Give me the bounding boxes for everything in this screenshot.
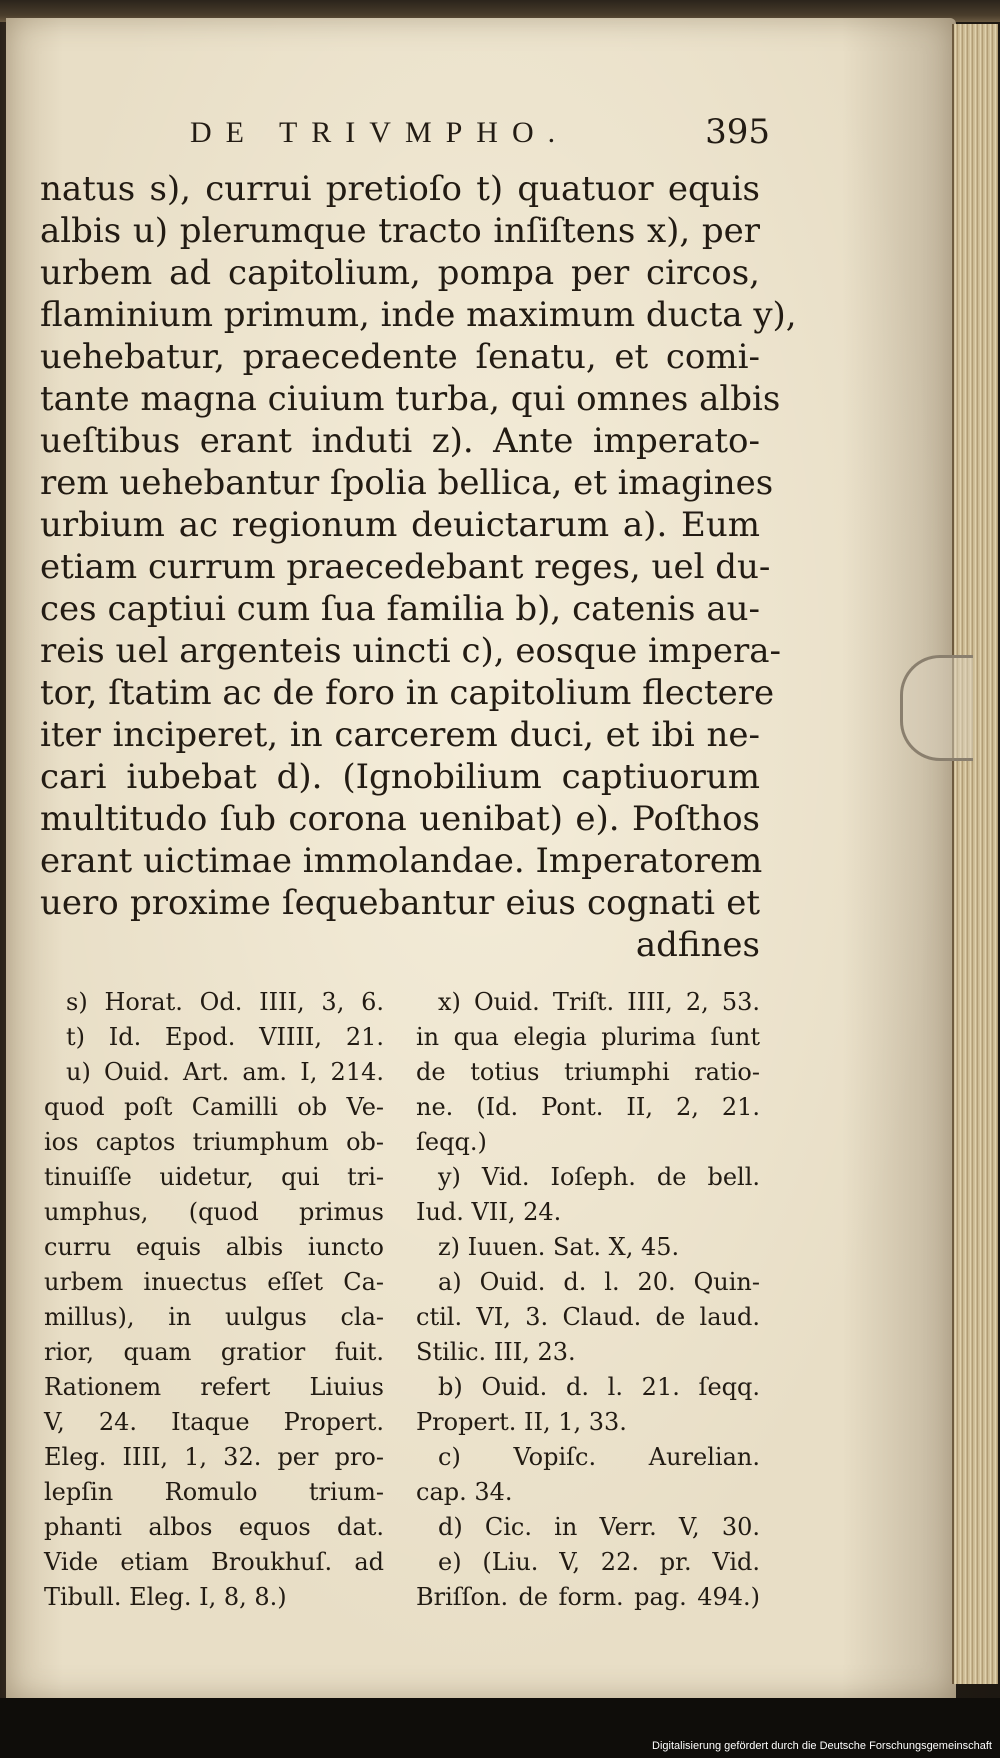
digitization-credit: Digitalisierung gefördert durch die Deutsche Forschungsgemeinschaft — [652, 1740, 992, 1752]
footnote-line: x) Ouid. Triſt. IIII, 2, 53. — [438, 988, 760, 1016]
page-edges — [952, 24, 998, 1684]
footnote-line: a) Ouid. d. l. 20. Quin- — [438, 1268, 760, 1296]
footnote-line: phanti albos equos dat. — [44, 1513, 384, 1541]
footnote-line: e) (Liu. V, 22. pr. Vid. — [438, 1548, 760, 1576]
text-line: cari iubebat d). (Ignobilium captiuorum — [40, 757, 760, 797]
footnote-line: Stilic. III, 23. — [416, 1338, 576, 1366]
footnote-line: Rationem refert Liuius — [44, 1373, 384, 1401]
footnote-line: rior, quam gratior fuit. — [44, 1338, 384, 1366]
text-line: iter inciperet, in carcerem duci, et ibi ne- — [40, 715, 760, 755]
text-line: uero proxime ſequebantur eius cognati et — [40, 883, 760, 923]
page-clip — [900, 655, 973, 761]
footnote-line: d) Cic. in Verr. V, 30. — [438, 1513, 760, 1541]
footnote-line: ctil. VI, 3. Claud. de laud. — [416, 1303, 760, 1331]
footnote-line: millus), in uulgus cla- — [44, 1303, 384, 1331]
footnote-line: lepſin Romulo trium- — [44, 1478, 384, 1506]
text-line: urbem ad capitolium, pompa per circos, — [40, 253, 760, 293]
footnote-line: in qua elegia plurima ſunt — [416, 1023, 760, 1051]
footnote-line: V, 24. Itaque Propert. — [44, 1408, 384, 1436]
footnote-line: Propert. II, 1, 33. — [416, 1408, 627, 1436]
footnotes-left-column — [44, 985, 384, 1615]
text-line: ueſtibus erant induti z). Ante imperato- — [40, 421, 760, 461]
text-line: etiam currum praecedebant reges, uel du- — [40, 547, 771, 587]
running-title: DE TRIVMPHO. — [190, 116, 570, 149]
footnote-line: b) Ouid. d. l. 21. ſeqq. — [438, 1373, 760, 1401]
footnote-line: u) Ouid. Art. am. I, 214. — [66, 1058, 384, 1086]
page-header — [40, 112, 770, 162]
page-number: 395 — [705, 112, 770, 152]
text-line: reis uel argenteis uincti c), eosque impera- — [40, 631, 782, 671]
footnote-line: Iud. VII, 24. — [416, 1198, 562, 1226]
text-line: urbium ac regionum deuictarum a). Eum — [40, 505, 760, 545]
footnote-line: Eleg. IIII, 1, 32. per pro- — [44, 1443, 384, 1471]
footnote-line: tinuiſſe uidetur, qui tri- — [44, 1163, 384, 1191]
footnote-line: t) Id. Epod. VIIII, 21. — [66, 1023, 384, 1051]
footnotes-right-column — [416, 985, 760, 1615]
text-line: erant uictimae immolandae. Imperatorem — [40, 841, 763, 881]
catchword: adfines — [635, 925, 760, 965]
footnote-line: s) Horat. Od. IIII, 3, 6. — [66, 988, 384, 1016]
footnote-line: Vide etiam Broukhuſ. ad — [44, 1548, 384, 1576]
footnote-line: cap. 34. — [416, 1478, 513, 1506]
text-line: uehebatur, praecedente ſenatu, et comi- — [40, 337, 760, 377]
footnote-line: Tibull. Eleg. I, 8, 8.) — [44, 1583, 287, 1611]
text-line: rem uehebantur ſpolia bellica, et imagines — [40, 463, 774, 503]
text-line: tor, ſtatim ac de foro in capitolium flectere — [40, 673, 775, 713]
footnote-line: Briſſon. de form. pag. 494.) — [416, 1583, 760, 1611]
footnote-line: de totius triumphi ratio- — [416, 1058, 760, 1086]
text-line: albis u) plerumque tracto inſiſtens x), per — [40, 211, 760, 251]
footnote-line: ios captos triumphum ob- — [44, 1128, 384, 1156]
footnote-line: y) Vid. Ioſeph. de bell. — [438, 1163, 760, 1191]
footnote-line: ſeqq.) — [416, 1128, 487, 1156]
footnote-line: quod poſt Camilli ob Ve- — [44, 1093, 384, 1121]
text-line: tante magna ciuium turba, qui omnes albis — [40, 379, 781, 419]
text-line: ces captiui cum ſua familia b), catenis au- — [40, 589, 760, 629]
footnote-line: ne. (Id. Pont. II, 2, 21. — [416, 1093, 760, 1121]
text-line: natus s), currui pretioſo t) quatuor equis — [40, 169, 760, 209]
main-text — [40, 168, 797, 966]
footnote-line: z) Iuuen. Sat. X, 45. — [438, 1233, 680, 1261]
text-line: multitudo ſub corona uenibat) e). Poſthos — [40, 799, 760, 839]
text-line: flaminium primum, inde maximum ducta y), — [40, 295, 797, 335]
footnote-line: umphus, (quod primus — [44, 1198, 384, 1226]
footnote-line: c) Vopiſc. Aurelian. — [438, 1443, 760, 1471]
footnote-line: urbem inuectus eſſet Ca- — [44, 1268, 384, 1296]
footnote-line: curru equis albis iuncto — [44, 1233, 384, 1261]
